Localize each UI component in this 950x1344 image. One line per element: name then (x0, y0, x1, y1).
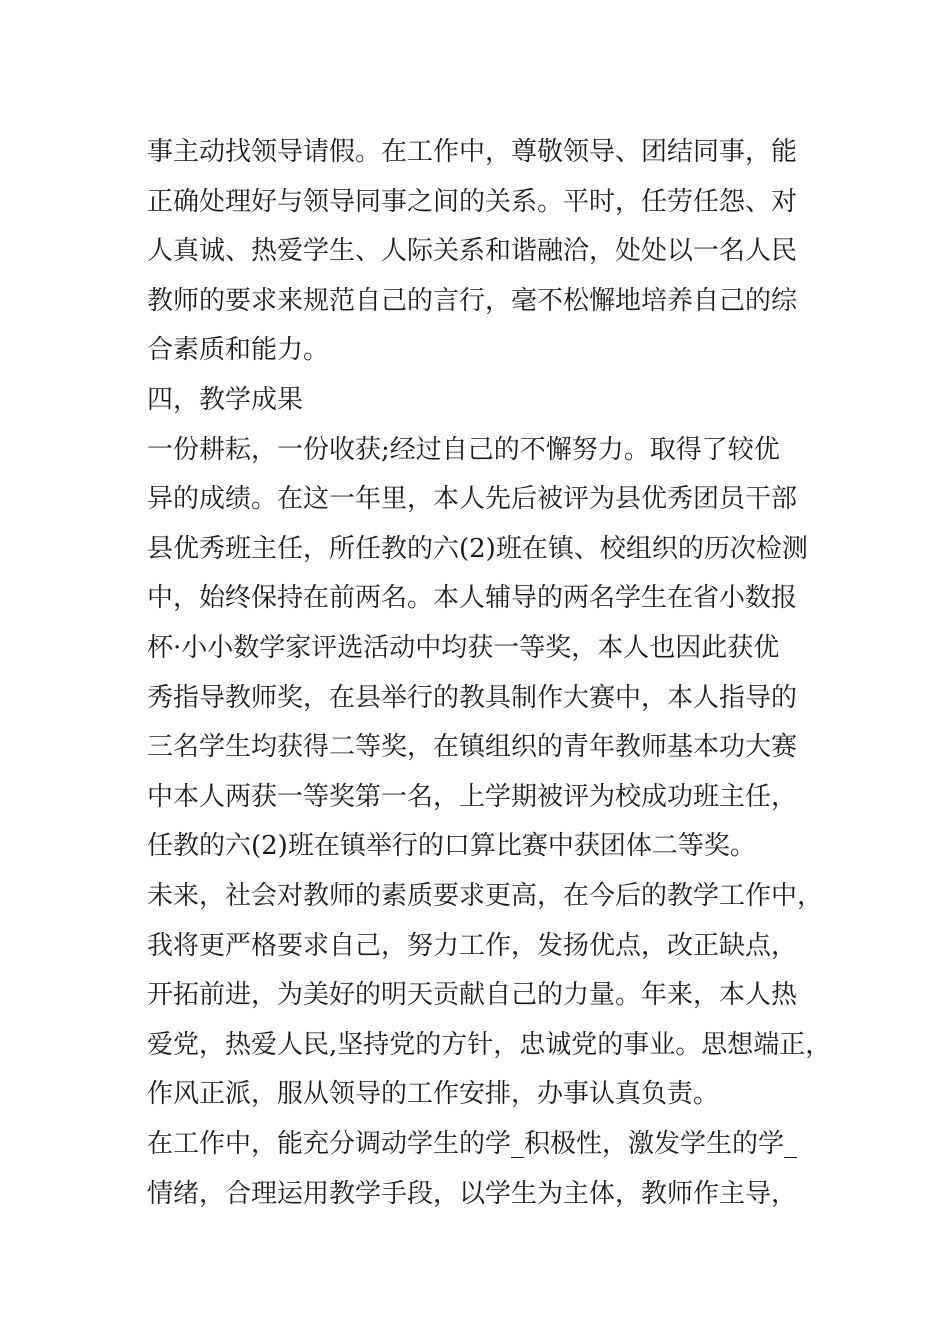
text-line: 未来，社会对教师的素质要求更高，在今后的教学工作中， (147, 881, 824, 911)
text-line: 秀指导教师奖，在县举行的教具制作大赛中，本人指导的 (147, 683, 798, 713)
text-line: 任教的六(2)班在镇举行的口算比赛中获团体二等奖。 (147, 831, 756, 861)
text-line: 在工作中，能充分调动学生的学_积极性，激发学生的学_ (147, 1129, 798, 1159)
text-line: 爱党，热爱人民,坚持党的方针，忠诚党的事业。思想端正， (147, 1030, 832, 1060)
text-line: 中本人两获一等奖第一名，上学期被评为校成功班主任， (147, 782, 798, 812)
text-line: 人真诚、热爱学生、人际关系和谐融洽，处处以一名人民 (147, 236, 798, 266)
text-line: 开拓前进，为美好的明天贡献自己的力量。年来，本人热 (147, 980, 798, 1010)
text-line: 事主动找领导请假。在工作中，尊敬领导、团结同事，能 (147, 137, 798, 167)
text-line: 异的成绩。在这一年里，本人先后被评为县优秀团员干部 (147, 484, 798, 514)
text-line: 教师的要求来规范自己的言行，毫不松懈地培养自己的综 (147, 286, 798, 316)
text-line: 作风正派，服从领导的工作安排，办事认真负责。 (147, 1079, 720, 1109)
text-line: 正确处理好与领导同事之间的关系。平时，任劳任怨、对 (147, 187, 798, 217)
text-line: 合素质和能力。 (147, 335, 330, 365)
text-line: 一份耕耘，一份收获;经过自己的不懈努力。取得了较优 (147, 435, 780, 465)
text-line: 我将更严格要求自己，努力工作，发扬优点，改正缺点， (147, 931, 798, 961)
text-line: 情绪，合理运用教学手段，以学生为主体，教师作主导， (147, 1179, 798, 1209)
section-heading: 四，教学成果 (147, 385, 304, 415)
text-line: 县优秀班主任，所任教的六(2)班在镇、校组织的历次检测 (147, 534, 808, 564)
text-line: 三名学生均获得二等奖，在镇组织的青年教师基本功大赛 (147, 732, 798, 762)
text-line: 杯·小小数学家评选活动中均获一等奖，本人也因此获优 (147, 633, 780, 663)
text-line: 中，始终保持在前两名。本人辅导的两名学生在省小数报 (147, 583, 798, 613)
